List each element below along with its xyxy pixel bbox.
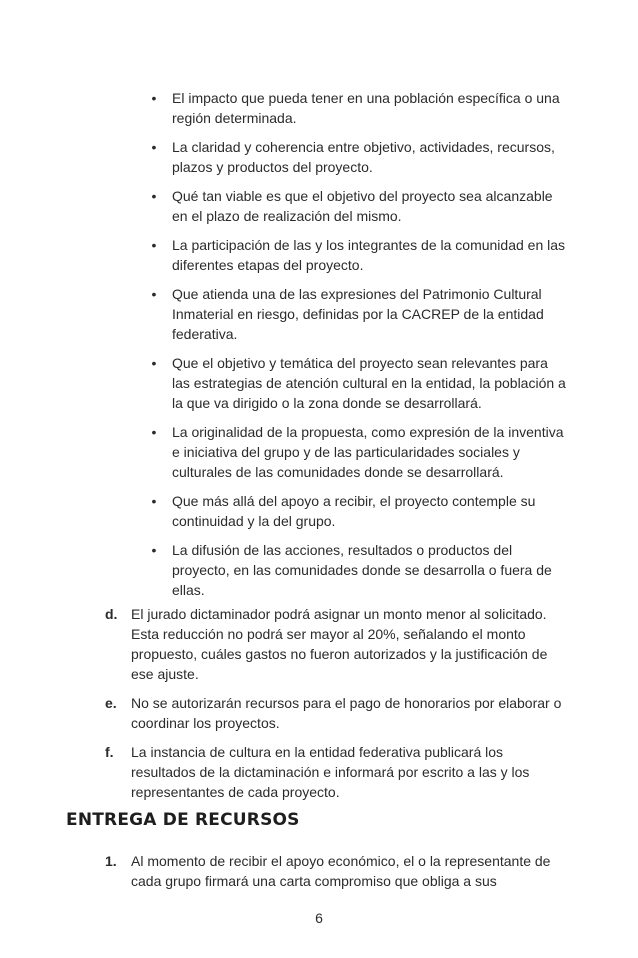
bullet-marker: • xyxy=(151,139,157,155)
bullet-text: Qué tan viable es que el objetivo del proyecto sea alcanzable en el plazo de realización del mismo. xyxy=(172,188,553,224)
bullet-item xyxy=(0,186,568,226)
bullet-marker: • xyxy=(151,542,157,558)
item-number: 1. xyxy=(105,853,117,869)
bullet-marker: • xyxy=(151,237,157,253)
lettered-item-list xyxy=(0,604,638,811)
page-number: 6 xyxy=(315,910,323,926)
bullet-text: Que más allá del apoyo a recibir, el proyecto contemple su continuidad y la del grupo. xyxy=(172,493,536,529)
item-text: La instancia de cultura en la entidad federativa publicará los resultados de la dictaminación e informará por escrito a las y los representantes de cada proyecto. xyxy=(131,744,530,800)
bullet-text: La originalidad de la propuesta, como expresión de la inventiva e iniciativa del grupo y de las particularidades sociales y culturales de las comunidades donde se desarrollará. xyxy=(172,424,564,480)
item-letter: d. xyxy=(105,606,118,622)
bullet-marker: • xyxy=(151,90,157,106)
bullet-item xyxy=(0,284,568,344)
numbered-item-1 xyxy=(0,851,571,891)
bullet-item xyxy=(0,235,568,275)
bullet-item xyxy=(0,137,568,177)
bullet-marker: • xyxy=(151,424,157,440)
item-text: Al momento de recibir el apoyo económico, el o la representante de cada grupo firmará una carta compromiso que obliga a sus xyxy=(131,853,551,889)
bullet-text: El impacto que pueda tener en una población específica o una región determinada. xyxy=(172,90,560,126)
lettered-item-e xyxy=(0,693,571,733)
item-letter: e. xyxy=(105,695,117,711)
bullet-item xyxy=(0,540,568,600)
section-heading: ENTREGA DE RECURSOS xyxy=(66,810,300,830)
bullet-item xyxy=(0,491,568,531)
criteria-bullet-list xyxy=(0,88,638,609)
item-text: El jurado dictaminador podrá asignar un monto menor al solicitado. Esta reducción no podrá ser mayor al 20%, señalando el monto propuesto, cuáles gastos no fueron autorizados y la justificación de ese ajuste. xyxy=(131,606,548,682)
bullet-text: La difusión de las acciones, resultados o productos del proyecto, en las comunidades donde se desarrolla o fuera de ellas. xyxy=(172,542,552,598)
bullet-item xyxy=(0,353,568,413)
bullet-marker: • xyxy=(151,188,157,204)
bullet-text: Que el objetivo y temática del proyecto sean relevantes para las estrategias de atención cultural en la entidad, la población a la que va dirigido o la zona donde se desarrollará. xyxy=(172,355,566,411)
item-letter: f. xyxy=(105,744,114,760)
bullet-marker: • xyxy=(151,355,157,371)
bullet-text: Que atienda una de las expresiones del Patrimonio Cultural Inmaterial en riesgo, definidas por la CACREP de la entidad federativa. xyxy=(172,286,544,342)
bullet-item xyxy=(0,88,568,128)
bullet-text: La participación de las y los integrantes de la comunidad en las diferentes etapas del proyecto. xyxy=(172,237,566,273)
bullet-marker: • xyxy=(151,286,157,302)
bullet-item xyxy=(0,422,568,482)
item-text: No se autorizarán recursos para el pago de honorarios por elaborar o coordinar los proyectos. xyxy=(131,695,562,731)
lettered-item-f xyxy=(0,742,571,802)
bullet-marker: • xyxy=(151,493,157,509)
bullet-text: La claridad y coherencia entre objetivo, actividades, recursos, plazos y productos del proyecto. xyxy=(172,139,555,175)
lettered-item-d xyxy=(0,604,571,684)
numbered-item-list xyxy=(0,851,638,900)
